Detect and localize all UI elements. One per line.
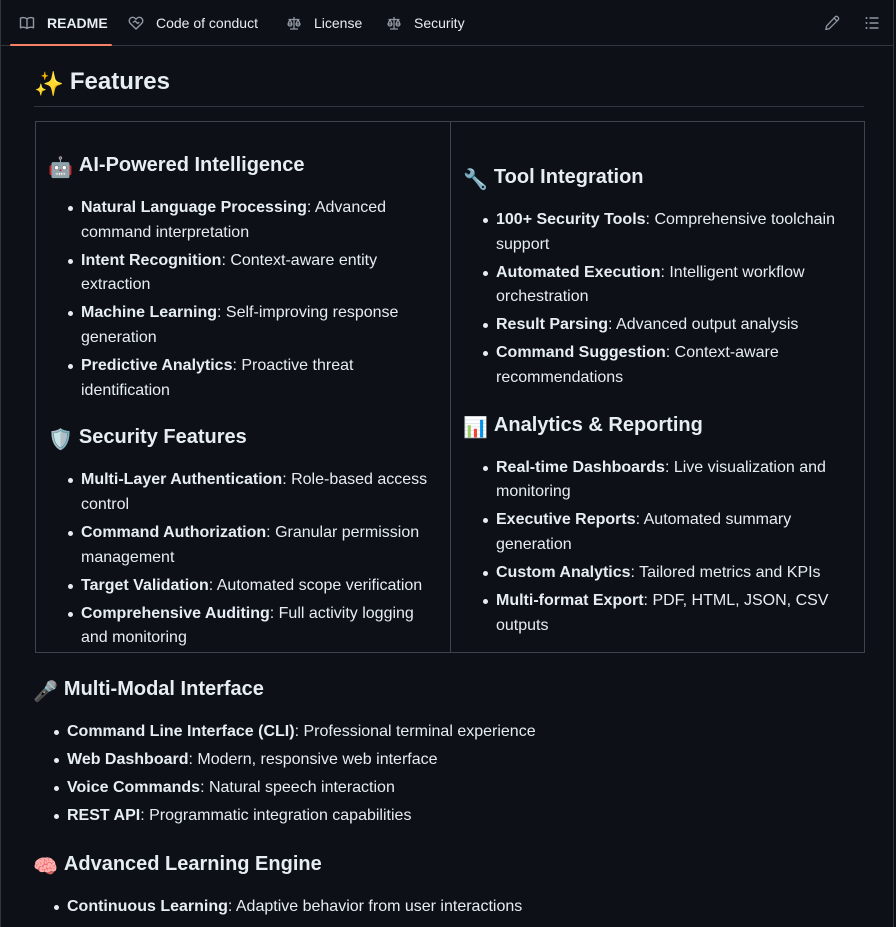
list-item xyxy=(81,196,438,245)
section-heading-ai xyxy=(48,152,438,181)
shield-icon: 🛡️ xyxy=(48,429,73,452)
learning-section xyxy=(33,851,873,923)
law-scale-icon xyxy=(286,15,302,31)
list-item xyxy=(67,720,873,745)
list-item xyxy=(67,804,873,829)
bar-chart-icon: 📊 xyxy=(463,416,488,439)
tab-readme[interactable] xyxy=(19,0,108,46)
readme-tab-bar xyxy=(1,0,894,46)
analytics-feature-list xyxy=(496,456,848,639)
left-column xyxy=(48,152,438,654)
list-item xyxy=(81,354,438,403)
section-heading-multimodal xyxy=(33,676,873,705)
section-title: Advanced Learning Engine xyxy=(63,853,322,875)
right-column xyxy=(463,164,848,642)
feature-desc: : Full activity logging and monitoring xyxy=(81,604,414,647)
feature-desc: : Context-aware recommendations xyxy=(496,344,779,387)
feature-name: Machine Learning xyxy=(81,304,218,322)
feature-desc: : Advanced output analysis xyxy=(608,316,799,334)
list-item xyxy=(496,456,848,505)
feature-name: Command Suggestion xyxy=(496,344,666,362)
list-item xyxy=(496,313,848,338)
list-item xyxy=(81,249,438,298)
list-unordered-icon xyxy=(864,18,880,35)
multimodal-feature-list xyxy=(67,720,873,829)
security-feature-list xyxy=(81,468,438,651)
feature-name: Command Authorization xyxy=(81,523,267,541)
feature-name: Real-time Dashboards xyxy=(496,458,665,476)
feature-name: Intent Recognition xyxy=(81,251,222,269)
features-table xyxy=(35,121,865,653)
feature-name: REST API xyxy=(67,807,141,825)
sparkles-icon: ✨ xyxy=(34,71,64,98)
section-title: Security Features xyxy=(78,426,247,449)
feature-name: Voice Commands xyxy=(67,779,201,797)
section-heading-tools xyxy=(463,164,848,193)
list-item xyxy=(81,301,438,350)
feature-name: 100+ Security Tools xyxy=(496,211,646,228)
features-heading-text: Features xyxy=(69,68,170,95)
multimodal-section xyxy=(33,676,873,832)
heart-handshake-icon xyxy=(128,15,144,31)
list-item xyxy=(67,895,873,920)
tab-label: README xyxy=(47,15,108,31)
list-item xyxy=(81,468,438,517)
table-divider xyxy=(450,122,451,652)
feature-desc: : Tailored metrics and KPIs xyxy=(630,564,821,582)
feature-name: Natural Language Processing xyxy=(81,199,307,216)
feature-desc: : Automated scope verification xyxy=(208,576,423,594)
feature-name: Web Dashboard xyxy=(67,751,189,769)
tools-feature-list xyxy=(496,208,848,391)
list-item xyxy=(81,574,438,599)
edit-file-button[interactable] xyxy=(824,15,840,31)
feature-desc: : PDF, HTML, JSON, CSV outputs xyxy=(496,592,829,634)
feature-name: Automated Execution xyxy=(496,263,661,281)
feature-desc: : Professional terminal experience xyxy=(294,723,536,740)
feature-desc: : Intelligent workflow orchestration xyxy=(496,263,805,306)
feature-desc: : Natural speech interaction xyxy=(200,779,395,797)
feature-desc: : Role-based access control xyxy=(81,471,428,513)
list-item xyxy=(67,748,873,773)
list-item xyxy=(67,776,873,801)
feature-desc: : Adaptive behavior from user interactions xyxy=(227,898,523,915)
active-tab-indicator xyxy=(10,44,112,46)
feature-desc: : Proactive threat identification xyxy=(81,357,354,399)
feature-name: Custom Analytics xyxy=(496,564,631,582)
feature-name: Result Parsing xyxy=(496,316,609,334)
feature-name: Multi-Layer Authentication xyxy=(81,471,283,489)
feature-desc: : Self-improving response generation xyxy=(81,304,399,346)
outline-button[interactable] xyxy=(864,15,880,31)
feature-desc: : Live visualization and monitoring xyxy=(496,458,826,501)
section-title: Tool Integration xyxy=(493,166,644,188)
tab-label: Code of conduct xyxy=(156,15,258,31)
brain-icon: 🧠 xyxy=(33,856,58,878)
list-item xyxy=(496,341,848,390)
tab-security[interactable] xyxy=(386,0,465,46)
section-heading-security xyxy=(48,424,438,453)
list-item xyxy=(496,261,848,310)
feature-desc: : Modern, responsive web interface xyxy=(188,751,438,769)
list-item xyxy=(496,208,848,257)
tab-label: License xyxy=(314,15,363,31)
wrench-icon: 🔧 xyxy=(463,169,488,191)
feature-name: Command Line Interface (CLI) xyxy=(67,723,295,740)
feature-desc: : Automated summary generation xyxy=(496,511,792,553)
section-title: Multi-Modal Interface xyxy=(63,678,264,700)
list-item xyxy=(496,561,848,586)
book-icon xyxy=(19,15,35,31)
microphone-icon: 🎤 xyxy=(33,681,58,703)
features-heading xyxy=(34,63,864,107)
section-title: AI-Powered Intelligence xyxy=(78,154,305,176)
ai-feature-list xyxy=(81,196,438,403)
tab-label: Security xyxy=(414,15,465,31)
section-heading-learning xyxy=(33,851,873,880)
list-item xyxy=(81,521,438,570)
list-item xyxy=(496,589,848,638)
tab-code-of-conduct[interactable] xyxy=(128,0,258,46)
feature-name: Continuous Learning xyxy=(67,898,228,915)
list-item xyxy=(81,602,438,651)
pencil-icon xyxy=(824,18,840,35)
list-item xyxy=(496,508,848,557)
law-scale-icon xyxy=(386,15,402,31)
feature-name: Comprehensive Auditing xyxy=(81,604,270,622)
feature-name: Target Validation xyxy=(81,576,209,594)
section-title: Analytics & Reporting xyxy=(493,413,703,436)
feature-name: Predictive Analytics xyxy=(81,357,233,375)
feature-desc: : Programmatic integration capabilities xyxy=(140,807,412,825)
feature-name: Multi-format Export xyxy=(496,592,644,610)
section-heading-analytics xyxy=(463,412,848,441)
learning-feature-list xyxy=(67,895,873,920)
robot-icon: 🤖 xyxy=(48,157,73,179)
tab-license[interactable] xyxy=(286,0,362,46)
feature-desc: : Comprehensive toolchain support xyxy=(496,211,835,253)
feature-desc: : Context-aware entity extraction xyxy=(81,251,378,294)
feature-desc: : Advanced command interpretation xyxy=(81,199,387,241)
feature-desc: : Granular permission management xyxy=(81,523,420,566)
feature-name: Executive Reports xyxy=(496,511,636,529)
